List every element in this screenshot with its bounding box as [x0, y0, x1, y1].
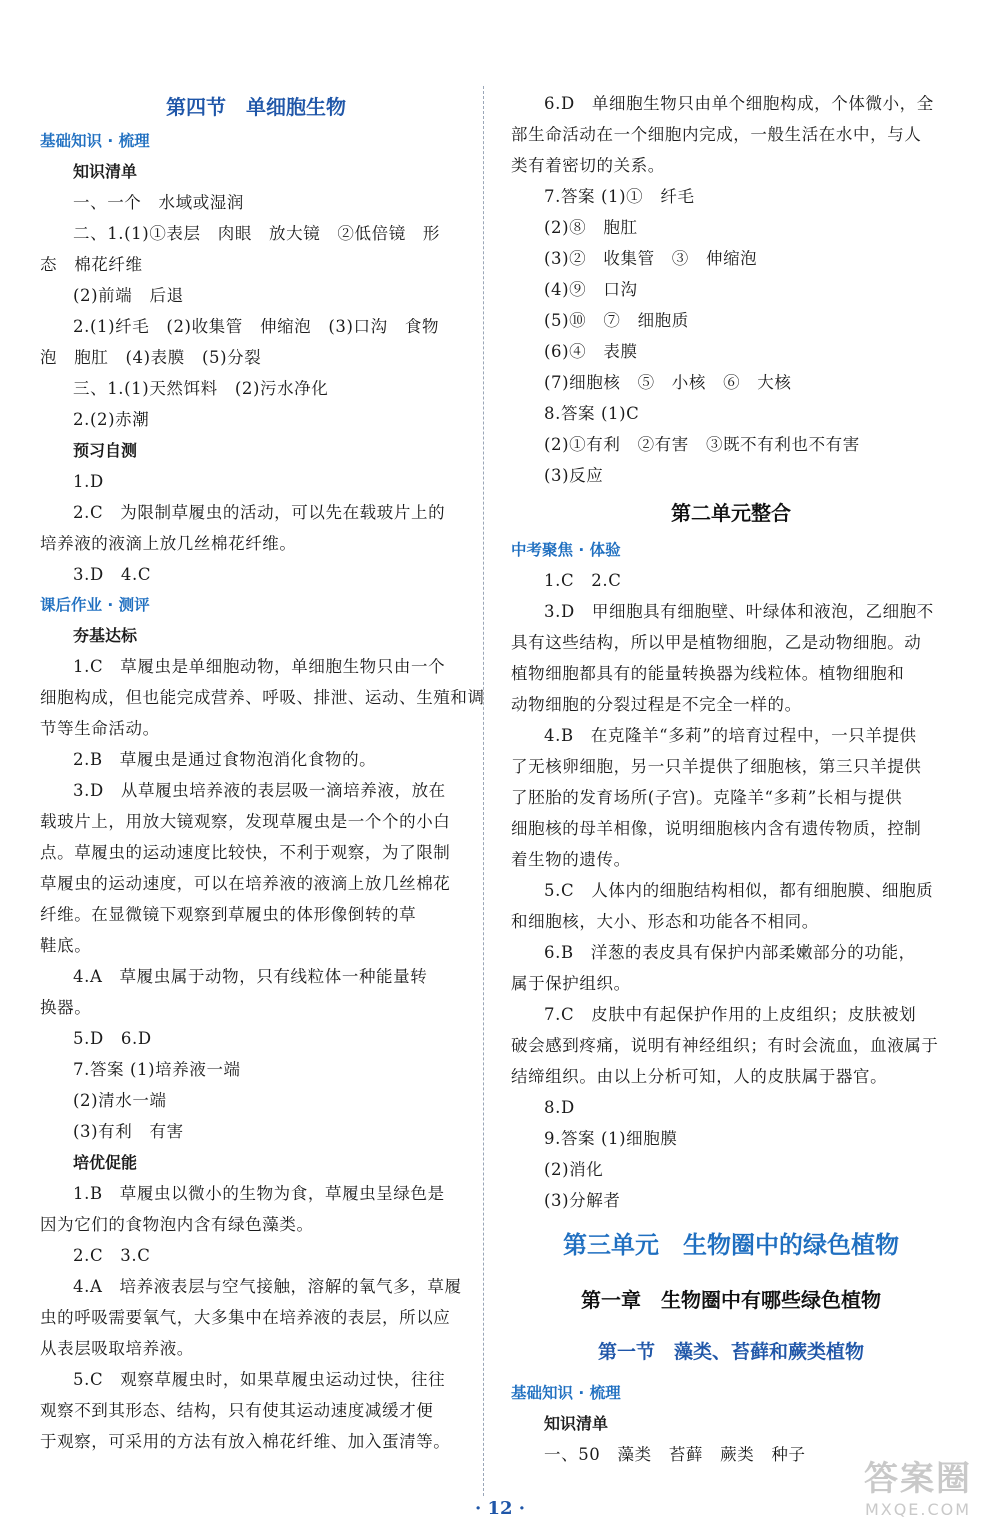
- text-line: 6.D 单细胞生物只由单个细胞构成，个体微小，全: [544, 94, 934, 113]
- unit-title: 第三单元 生物圈中的绿色植物: [563, 1230, 899, 1259]
- text-line: 于观察，可采用的方法有放入棉花纤维、加入蛋清等。: [40, 1432, 451, 1451]
- text-line: 因为它们的食物泡内含有绿色藻类。: [40, 1215, 314, 1234]
- chapter-title: 第一章 生物圈中有哪些绿色植物: [581, 1288, 881, 1312]
- text-line: 虫的呼吸需要氧气，大多集中在培养液的表层，所以应: [40, 1308, 451, 1327]
- section-tag: 基础知识 · 梳理: [40, 132, 150, 150]
- text-line: 2.(2)赤潮: [73, 410, 150, 429]
- text-line: 7.答案 (1)培养液一端: [73, 1060, 241, 1079]
- subheading: 知识清单: [544, 1414, 609, 1433]
- text-line: 5.C 观察草履虫时，如果草履虫运动过快，往往: [73, 1370, 446, 1389]
- text-line: 从表层吸取培养液。: [40, 1339, 194, 1358]
- text-line: 细胞构成，但也能完成营养、呼吸、排泄、运动、生殖和调: [40, 688, 485, 707]
- unit-summary-title: 第二单元整合: [671, 501, 791, 525]
- text-line: 了无核卵细胞，另一只羊提供了细胞核，第三只羊提供: [511, 757, 922, 776]
- text-line: (3)分解者: [544, 1191, 621, 1210]
- section-tag: 课后作业 · 测评: [40, 596, 150, 614]
- text-line: 换器。: [40, 998, 92, 1017]
- text-line: 点。草履虫的运动速度比较快，不利于观察，为了限制: [40, 843, 451, 862]
- text-line: 5.D 6.D: [73, 1029, 152, 1048]
- text-line: 4.A 草履虫属于动物，只有线粒体一种能量转: [73, 967, 428, 986]
- text-line: 2.B 草履虫是通过食物泡消化食物的。: [73, 750, 377, 769]
- text-line: (3)有利 有害: [73, 1122, 184, 1141]
- text-line: 破会感到疼痛，说明有神经组织；有时会流血，血液属于: [511, 1036, 939, 1055]
- text-line: 植物细胞都具有的能量转换器为线粒体。植物细胞和: [511, 664, 905, 683]
- section-tag: 基础知识 · 梳理: [511, 1384, 621, 1402]
- text-line: 一、50 藻类 苔藓 蕨类 种子: [544, 1445, 806, 1464]
- page-number: · 12 ·: [474, 1498, 526, 1519]
- text-line: 泡 胞肛 (4)表膜 (5)分裂: [40, 348, 262, 367]
- text-line: 动物细胞的分裂过程是不完全一样的。: [511, 695, 802, 714]
- text-line: 2.(1)纤毛 (2)收集管 伸缩泡 (3)口沟 食物: [73, 317, 440, 336]
- text-line: 节等生命活动。: [40, 719, 160, 738]
- text-line: 8.D: [544, 1098, 575, 1117]
- text-line: (2)①有利 ②有害 ③既不有利也不有害: [544, 435, 860, 454]
- text-line: (4)⑨ 口沟: [544, 280, 638, 299]
- text-line: 二、1.(1)①表层 肉眼 放大镜 ②低倍镜 形: [73, 224, 441, 243]
- text-line: (2)消化: [544, 1160, 604, 1179]
- text-line: 三、1.(1)天然饵料 (2)污水净化: [73, 379, 329, 398]
- text-line: 6.B 洋葱的表皮具有保护内部柔嫩部分的功能，: [544, 943, 916, 962]
- text-line: 1.B 草履虫以微小的生物为食，草履虫呈绿色是: [73, 1184, 445, 1203]
- text-line: 4.B 在克隆羊“多莉”的培育过程中，一只羊提供: [544, 726, 917, 745]
- text-line: 1.C 2.C: [544, 571, 622, 590]
- text-line: 培养液的液滴上放几丝棉花纤维。: [40, 534, 297, 553]
- text-line: 态 棉花纤维: [40, 255, 143, 274]
- text-line: 5.C 人体内的细胞结构相似，都有细胞膜、细胞质: [544, 881, 934, 900]
- text-line: 具有这些结构，所以甲是植物细胞，乙是动物细胞。动: [511, 633, 922, 652]
- text-line: 2.C 为限制草履虫的活动，可以先在载玻片上的: [73, 503, 446, 522]
- watermark-logo: [864, 1451, 972, 1519]
- text-line: 2.C 3.C: [73, 1246, 151, 1265]
- text-line: 草履虫的运动速度，可以在培养液的液滴上放几丝棉花: [40, 874, 451, 893]
- left-column: [40, 88, 485, 1457]
- text-line: 细胞核的母羊相像，说明细胞核内含有遗传物质，控制: [511, 819, 922, 838]
- section-title: 第一节 藻类、苔藓和蕨类植物: [597, 1341, 864, 1363]
- text-line: (3)② 收集管 ③ 伸缩泡: [544, 249, 758, 268]
- text-line: 3.D 甲细胞具有细胞壁、叶绿体和液泡，乙细胞不: [544, 602, 934, 621]
- section-title: 第四节 单细胞生物: [166, 95, 346, 119]
- text-line: 1.D: [73, 472, 104, 491]
- watermark-text: 答案圈: [864, 1459, 972, 1499]
- text-line: 和细胞核，大小、形态和功能各不相同。: [511, 912, 819, 931]
- text-line: (2)清水一端: [73, 1091, 167, 1110]
- text-line: 鞋底。: [40, 936, 92, 955]
- subheading: 夯基达标: [73, 626, 138, 645]
- subheading: 培优促能: [73, 1153, 138, 1172]
- text-line: 类有着密切的关系。: [511, 156, 665, 175]
- text-line: 属于保护组织。: [511, 974, 631, 993]
- text-line: 载玻片上，用放大镜观察，发现草履虫是一个个的小白: [40, 812, 451, 831]
- text-line: 着生物的遗传。: [511, 850, 631, 869]
- text-line: (3)反应: [544, 466, 604, 485]
- text-line: 9.答案 (1)细胞膜: [544, 1129, 678, 1148]
- text-line: 纤维。在显微镜下观察到草履虫的体形像倒转的草: [40, 905, 417, 924]
- right-column: [511, 88, 951, 1470]
- text-line: 4.A 培养液表层与空气接触，溶解的氧气多，草履: [73, 1277, 462, 1296]
- subheading: 知识清单: [73, 162, 138, 181]
- text-line: 7.C 皮肤中有起保护作用的上皮组织；皮肤被划: [544, 1005, 917, 1024]
- text-line: 了胚胎的发育场所(子宫)。克隆羊“多莉”长相与提供: [511, 788, 903, 807]
- text-line: 1.C 草履虫是单细胞动物，单细胞生物只由一个: [73, 657, 446, 676]
- text-line: 部生命活动在一个细胞内完成，一般生活在水中，与人: [511, 125, 922, 144]
- text-line: (6)④ 表膜: [544, 342, 638, 361]
- text-line: (5)⑩ ⑦ 细胞质: [544, 311, 689, 330]
- text-line: (7)细胞核 ⑤ 小核 ⑥ 大核: [544, 373, 792, 392]
- watermark-url: MXQE.COM: [864, 1500, 972, 1519]
- text-line: (2)前端 后退: [73, 286, 184, 305]
- text-line: 8.答案 (1)C: [544, 404, 640, 423]
- subheading: 预习自测: [73, 441, 138, 460]
- column-divider: [483, 86, 484, 1496]
- text-line: 3.D 4.C: [73, 565, 152, 584]
- text-line: 结缔组织。由以上分析可知，人的皮肤属于器官。: [511, 1067, 888, 1086]
- text-line: 一、一个 水域或湿润: [73, 193, 244, 212]
- text-line: 3.D 从草履虫培养液的表层吸一滴培养液，放在: [73, 781, 446, 800]
- section-tag: 中考聚焦 · 体验: [511, 541, 621, 559]
- text-line: (2)⑧ 胞肛: [544, 218, 638, 237]
- text-line: 7.答案 (1)① 纤毛: [544, 187, 695, 206]
- text-line: 观察不到其形态、结构，只有使其运动速度减缓才便: [40, 1401, 434, 1420]
